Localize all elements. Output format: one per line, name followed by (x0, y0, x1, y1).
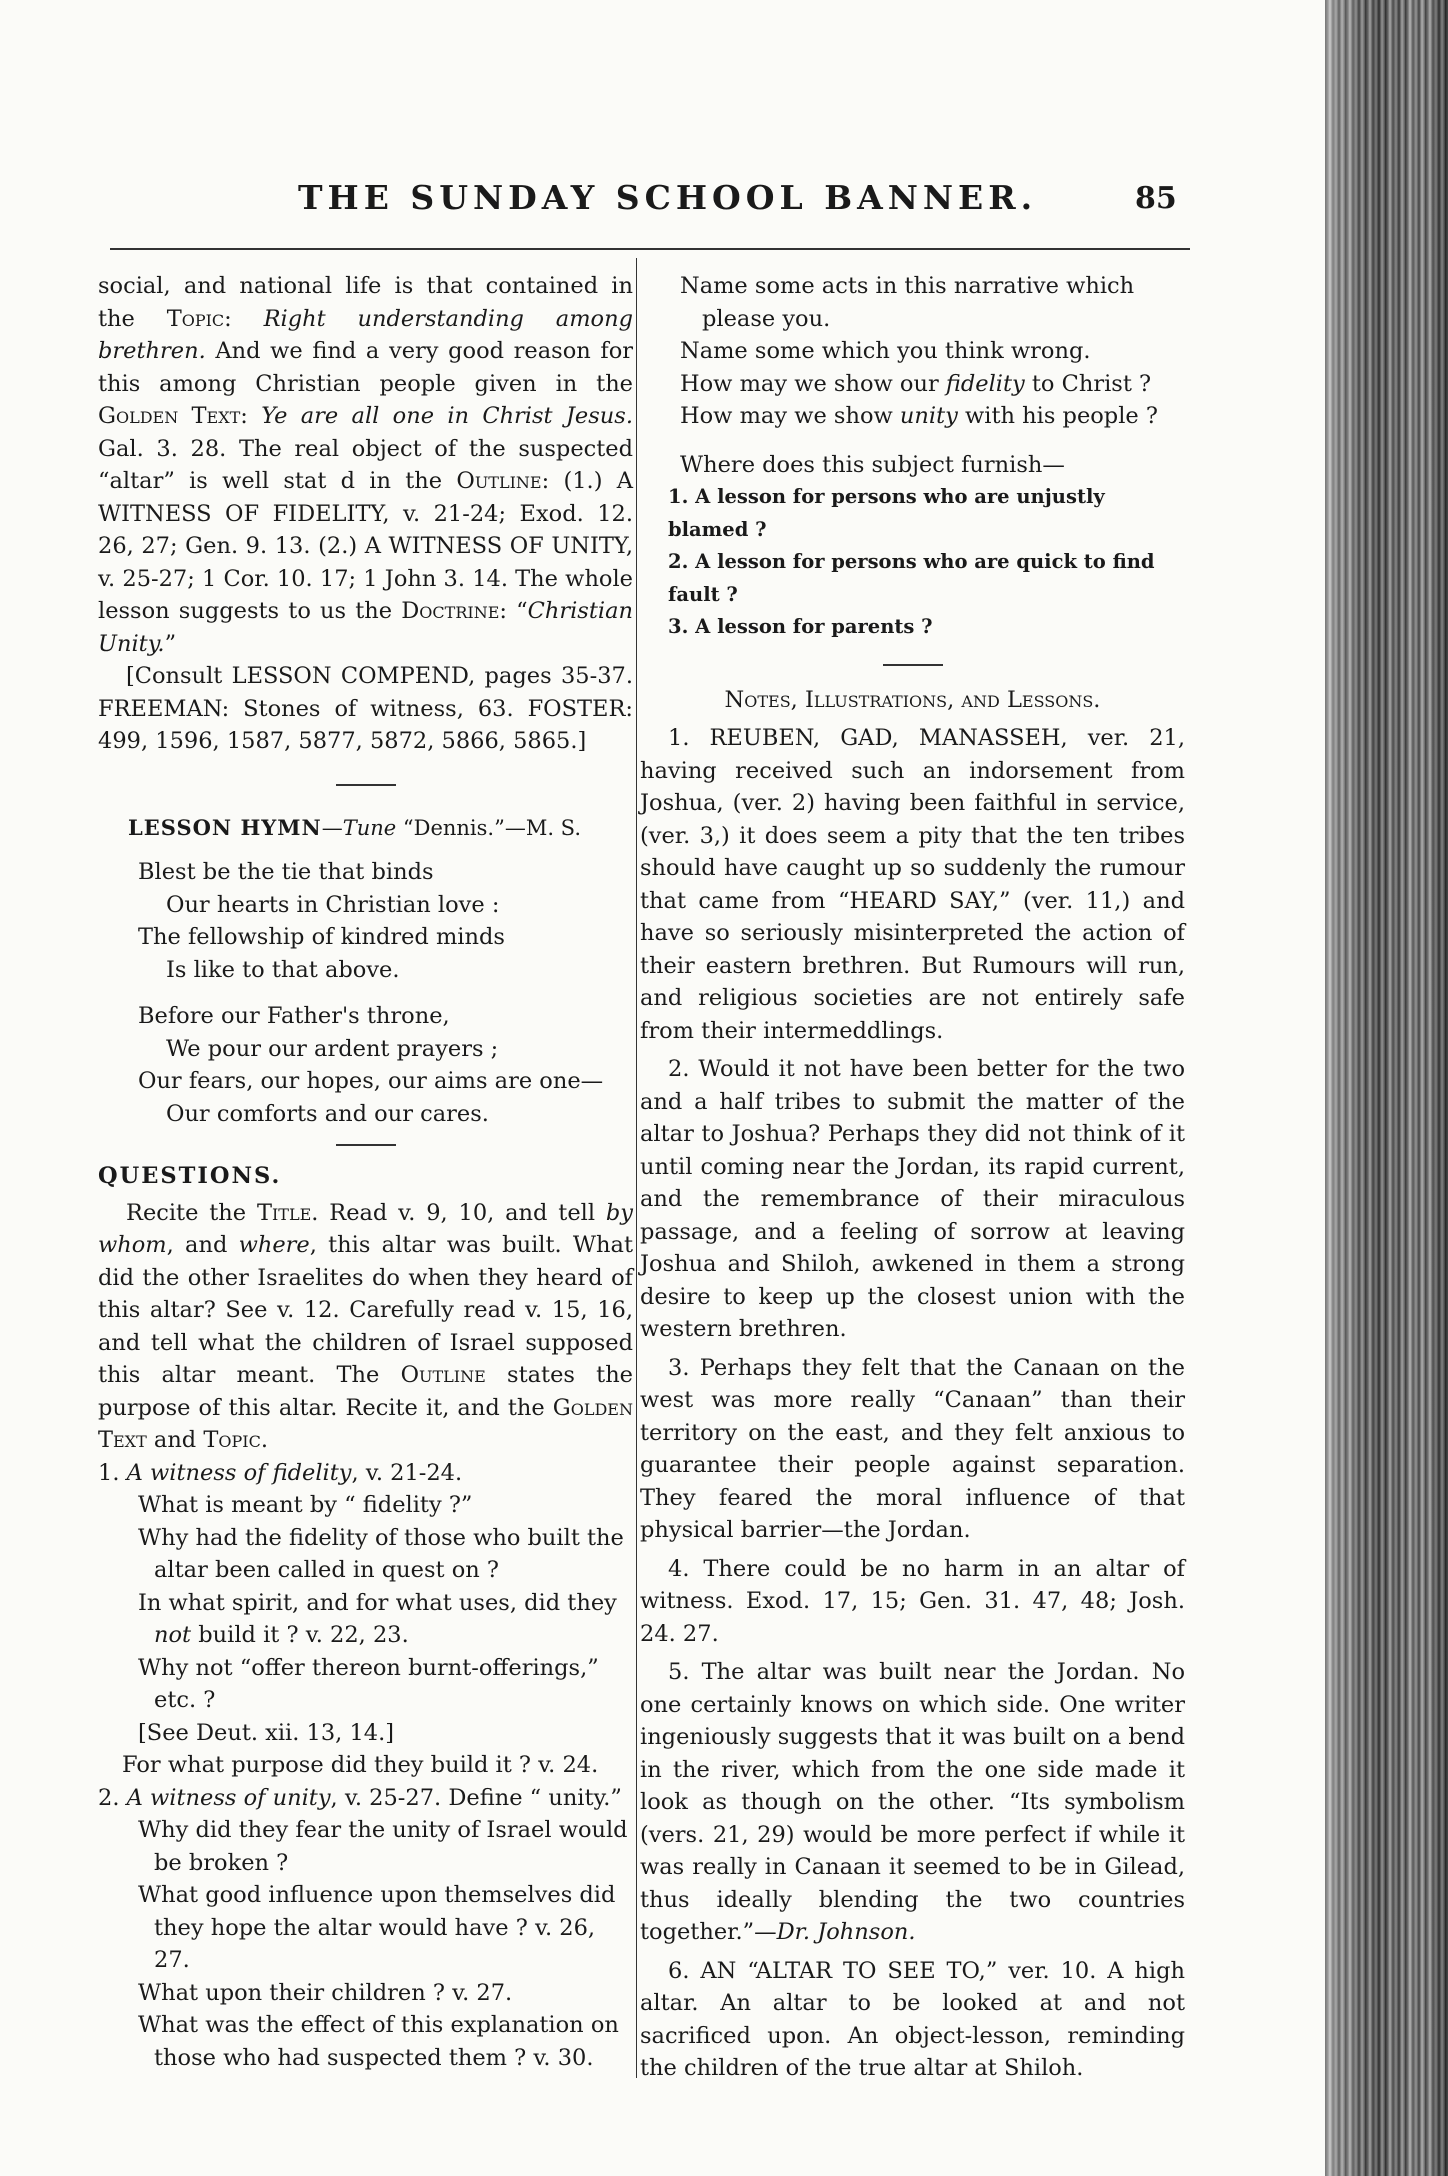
hymn-line: We pour our ardent prayers ; (166, 1035, 499, 1062)
lesson-prompt: 1. A lesson for persons who are unjustly blamed ? (668, 485, 1105, 541)
column-divider (636, 258, 637, 2078)
hymn-stanza-2 (98, 1000, 633, 1130)
question-heading-fidelity: 1. A witness of fidelity, v. 21-24. (98, 1459, 463, 1486)
question-heading-unity: 2. A witness of unity, v. 25-27. Define “ unity.” (98, 1784, 622, 1811)
review-question: How may we show unity with his people ? (680, 403, 1158, 429)
questions-intro: Recite the Title. Read v. 9, 10, and tell by whom, and where, this altar was built. What did the other Israelites do when they heard of this altar? See v. 12. Carefully read v. 15, 16, and tell what the children of Israel supposed this altar meant. The Outline states the purpose of this altar. Recite it, and the Golden Text and Topic. (98, 1199, 633, 1453)
question-item: For what purpose did they build it ? v. 24. (122, 1752, 599, 1778)
question-item: What is meant by “ fidelity ?” (138, 1492, 473, 1518)
question-item: Why did they fear the unity of Israel would be broken ? (138, 1817, 628, 1876)
hymn-stanza-1 (98, 856, 633, 986)
hymn-line: Our fears, our hopes, our aims are one— (138, 1068, 604, 1094)
review-question: How may we show our fidelity to Christ ? (680, 370, 1152, 397)
hymn-line: Before our Father's throne, (138, 1003, 450, 1029)
question-item: What upon their children ? v. 27. (138, 1979, 513, 2006)
question-item: In what spirit, and for what uses, did they not build it ? v. 22, 23. (138, 1589, 617, 1648)
review-question: Name some which you think wrong. (680, 338, 1091, 364)
hymn-line: Is like to that above. (166, 956, 400, 983)
questions-section (98, 1160, 633, 2074)
hymn-line: Our hearts in Christian love : (166, 891, 500, 918)
section-rule (336, 1144, 396, 1146)
page-number: 85 (1135, 181, 1177, 216)
question-item: What good influence upon themselves did they hope the altar would have ? v. 26, 27. (138, 1882, 616, 1973)
note-paragraph: 4. There could be no harm in an altar of witness. Exod. 17, 15; Gen. 31. 47, 48; Josh. 24. 27. (640, 1555, 1185, 1647)
note-paragraph: 6. AN “ALTAR TO SEE TO,” ver. 10. A high altar. An altar to be looked at and not sacrificed upon. An object-lesson, reminding the children of the true altar at Shiloh. (640, 1957, 1185, 2081)
note-paragraph: 5. The altar was built near the Jordan. No one certainly knows on which side. One writer ingeniously suggests that it was built on a bend in the river, which from the one side made it look as though on the other. “Its symbolism (vers. 21, 29) would be more perfect if while it was really in Canaan it seemed to be in Gilead, thus ideally blending the two countries together.”—Dr. Johnson. (640, 1659, 1185, 1945)
section-rule (336, 784, 396, 786)
hymn-line: Our comforts and our cares. (166, 1100, 489, 1127)
section-rule (883, 664, 943, 666)
notes-heading: Notes, Illustrations, and Lessons. (724, 686, 1101, 713)
hymn-line: Blest be the tie that binds (138, 859, 434, 885)
lesson-hymn (98, 812, 633, 1131)
note-paragraph: 1. REUBEN, GAD, MANASSEH, ver. 21, having received such an indorsement from Joshua, (ver. 2) having been faithful in service, (ver. 3,) it does seem a pity that the ten tribes should have caught up so suddenly the rumour that came from “HEARD SAY,” (ver. 11,) and have so seriously misinterpreted the action of their eastern brethren. But Rumours will run, and religious societies are not entirely safe from their intermeddlings. (640, 725, 1185, 1044)
review-question: Name some acts in this narrative which please you. (680, 273, 1135, 332)
questions-title: QUESTIONS. (98, 1163, 282, 1189)
left-column (98, 270, 633, 2074)
header-rule (110, 248, 1190, 250)
note-paragraph: 3. Perhaps they felt that the Canaan on the west was more really “Canaan” than their territory on the east, and they felt anxious to guarantee their people against separation. They feared the moral influence of that physical barrier—the Jordan. (640, 1354, 1185, 1543)
question-item: Why not “offer thereon burnt-offerings,” etc. ? (138, 1654, 599, 1713)
hymn-line: The fellowship of kindred minds (138, 924, 505, 950)
question-item: What was the effect of this explanation on those who had suspected them ? v. 30. (138, 2012, 619, 2071)
question-item: Why had the fidelity of those who built the altar been called in quest on ? (138, 1524, 624, 1583)
question-item: [See Deut. xii. 13, 14.] (138, 1719, 395, 1746)
note-paragraph: 2. Would it not have been better for the two and a half tribes to submit the matter of the altar to Joshua? Perhaps they did not think of it until coming near the Jordan, its rapid current, and the remembrance of their miraculous passage, and a feeling of sorrow at leaving Joshua and Shiloh, awkened in them a strong desire to keep up the closest union with the western brethren. (640, 1056, 1185, 1342)
book-fore-edge (1325, 0, 1448, 2176)
right-column (640, 270, 1185, 2091)
lesson-prompt: 2. A lesson for persons who are quick to find fault ? (668, 550, 1155, 606)
where-prompt: Where does this subject furnish— (680, 451, 1065, 478)
lesson-prompt: 3. A lesson for parents ? (668, 615, 933, 638)
hymn-title: LESSON HYMN—Tune “Dennis.”—M. S. (128, 814, 581, 840)
consult-references: [Consult LESSON COMPEND, pages 35-37. FREEMAN: Stones of witness, 63. FOSTER: 499, 1596, 1587, 5877, 5872, 5866, 5865.] (98, 663, 633, 754)
running-title: THE SUNDAY SCHOOL BANNER. (298, 178, 1038, 217)
intro-paragraph: social, and national life is that contained in the Topic: Right understanding among brethren. And we find a very good reason for this among Christian people given in the Golden Text: Ye are all one in Christ Jesus. Gal. 3. 28. The real object of the suspected “altar” is well stat d in the Outline: (1.) A WITNESS OF FIDELITY, v. 21-24; Exod. 12. 26, 27; Gen. 9. 13. (2.) A WITNESS OF UNITY, v. 25-27; 1 Cor. 10. 17; 1 John 3. 14. The whole lesson suggests to us the Doctrine: “Christian Unity.” (98, 273, 633, 657)
